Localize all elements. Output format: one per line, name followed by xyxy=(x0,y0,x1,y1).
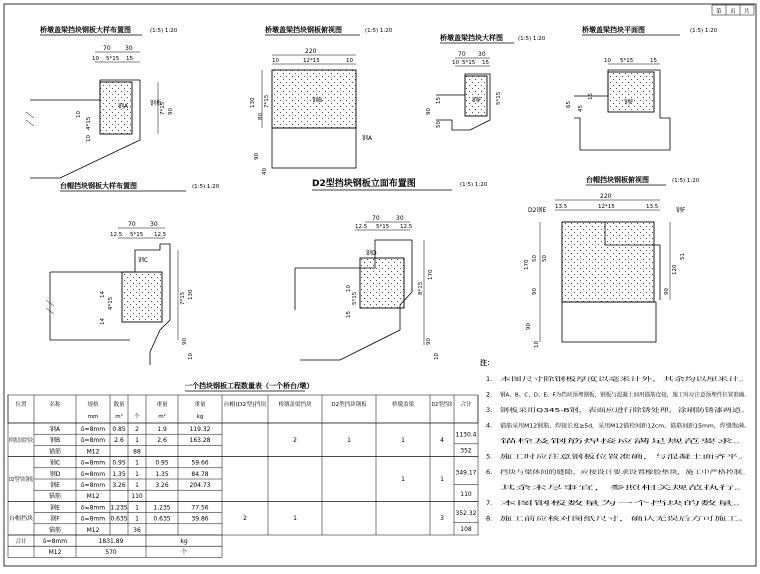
detail-5-right-7x15: 7*15 xyxy=(180,291,186,305)
detail-4-label-f: 钢F xyxy=(624,99,634,106)
table-cell: 钢A xyxy=(49,426,61,433)
detail-1-side-dim-b: 4*15 xyxy=(86,116,92,130)
note-text: 挡块与梁体间的缝隙，应按设计要求设置橡胶垫块，施工中严格控制。 xyxy=(500,470,671,476)
table-header: 位置 xyxy=(15,402,27,408)
detail-5-dim-70: 70 xyxy=(128,221,136,228)
detail-3 xyxy=(426,33,546,130)
table-header: 数量 xyxy=(113,402,125,408)
detail-1-scale: (1:5) 1:20 xyxy=(150,28,178,34)
detail-6-scale: (1:5) 1:20 xyxy=(460,182,488,188)
table-title: 一个挡块钢板工程数量表（一个桥台/墩） xyxy=(185,382,314,390)
table-cell: 3.26 xyxy=(155,482,169,489)
table-cell: 钢C xyxy=(49,459,61,467)
detail-1-right-dim-b: 90 xyxy=(168,108,174,115)
detail-1-side-dim-c: 10 xyxy=(86,135,92,142)
detail-5-dim-5x15: 5*15 xyxy=(130,232,144,238)
table-cell: 119.32 xyxy=(189,426,211,433)
table-subheader: mm xyxy=(87,414,99,420)
detail-6-dim-5x15: 5*15 xyxy=(376,224,390,230)
table-cell: 2.6 xyxy=(157,437,167,445)
sheet-box-3: 共 xyxy=(744,9,750,15)
detail-5 xyxy=(46,181,220,365)
table-subheader: m² xyxy=(158,414,166,420)
detail-2-dim-10a: 10 xyxy=(272,58,279,64)
table-cell: 110 xyxy=(131,493,143,501)
table-count: 2 xyxy=(293,436,297,444)
note-number: 4. xyxy=(486,421,493,430)
detail-6-right-170: 170 xyxy=(428,269,434,280)
detail-7 xyxy=(524,175,700,348)
table-cell: 锚筋 xyxy=(48,526,62,534)
detail-6-side-5x15: 5*15 xyxy=(352,291,358,305)
table-cell: 84.78 xyxy=(191,470,209,478)
detail-2-title: 桥墩盖梁挡块钢板俯视图 xyxy=(265,26,342,34)
detail-2-dim-220: 220 xyxy=(305,48,317,55)
sheet-box-2: 页 xyxy=(730,9,736,15)
table-summary-name: 合计 xyxy=(15,539,27,545)
note-text: 本图尺寸除钢板厚度以毫米计外，其余均以厘米计。 xyxy=(500,377,627,383)
detail-3-right-5x15: 5*15 xyxy=(496,91,502,105)
detail-2-label-b: 钢B xyxy=(312,97,323,104)
detail-6-dim-12-5b: 12.5 xyxy=(400,224,413,230)
table-cell: M12 xyxy=(86,526,100,534)
detail-3-dim-70: 70 xyxy=(458,51,466,58)
note-text: 本图钢板数量为一个挡块的数量。 xyxy=(500,501,583,507)
note-number: 5. xyxy=(486,452,493,461)
note-text: 锚筋采用M12钢筋，焊接长度≥5d，采用M12锚栓间距12cm，锚筋间距15mm，焊缝饱满。 xyxy=(500,423,728,430)
table-summary-value: 570 xyxy=(105,549,117,557)
table-total: 352 xyxy=(460,447,472,455)
table-header: 台帽(D2型)挡块 xyxy=(223,402,264,408)
detail-6-dim-12-5a: 12.5 xyxy=(355,224,368,230)
detail-7-right-120: 120 xyxy=(672,264,678,275)
detail-2-dim-10b: 10 xyxy=(346,58,353,64)
detail-1-dim-30: 30 xyxy=(125,45,133,52)
detail-6-right-90: 90 xyxy=(426,338,432,345)
detail-6-title: D2型挡块钢板立面布置图 xyxy=(312,179,416,189)
table-summary-spec: δ=8mm xyxy=(42,538,68,545)
detail-1-dim-15: 15 xyxy=(126,56,133,62)
table-cell: δ=8mm xyxy=(80,437,106,445)
table-cell: 2 xyxy=(135,426,139,433)
detail-7-dim-13-5a: 13.5 xyxy=(555,204,568,210)
detail-7-label-f: 钢F xyxy=(676,207,686,214)
table-total: 352.32 xyxy=(455,509,477,517)
detail-2-low-40: 40 xyxy=(262,168,268,175)
detail-4-dim-10: 10 xyxy=(604,58,611,64)
table-cell: 204.73 xyxy=(189,482,211,489)
detail-6-right-8x15: 8*15 xyxy=(418,281,424,295)
note-number: 8. xyxy=(486,514,493,523)
detail-3-side-50: 50 xyxy=(436,121,442,128)
table-summary-value: 1831.89 xyxy=(98,538,124,545)
table-header: 重量 xyxy=(194,402,206,408)
detail-7-side-90b: 90 xyxy=(526,323,532,330)
detail-4-side-45: 45 xyxy=(578,105,584,112)
notes-title: 注： xyxy=(480,359,494,367)
detail-2-side-130: 130 xyxy=(250,97,256,108)
note-text: 钢板采用Q345-B钢，表面应进行除锈处理，涂刷防锈漆两道。 xyxy=(500,408,653,414)
detail-2-side-80: 80 xyxy=(258,113,264,120)
table-cell: δ=8mm xyxy=(80,459,106,467)
detail-5-side-14b: 14 xyxy=(100,318,106,325)
table-cell: δ=8mm xyxy=(80,504,106,512)
detail-1-title: 桥墩盖梁挡块钢板大样布置图 xyxy=(40,26,131,34)
detail-7-side-50a: 50 xyxy=(532,255,538,262)
table-cell: 1.235 xyxy=(153,504,171,512)
detail-4-side-65: 65 xyxy=(566,101,572,108)
detail-5-dim-12-5a: 12.5 xyxy=(110,232,123,238)
detail-3-title: 桥墩盖梁挡块大样图 xyxy=(440,34,503,42)
table-header: D2型挡块 xyxy=(431,402,456,408)
detail-5-dim-12-5b: 12.5 xyxy=(154,232,167,238)
detail-1-label-b: 钢板 xyxy=(150,100,163,107)
table-cell: 1.9 xyxy=(157,426,167,433)
detail-7-side-50b: 50 xyxy=(542,255,548,262)
quantity-table xyxy=(8,381,478,557)
table-summary-unit: 个 xyxy=(180,549,188,557)
detail-7-side-90a: 90 xyxy=(532,288,538,295)
detail-7-right-90: 90 xyxy=(664,288,670,295)
note-number: 6. xyxy=(486,468,493,476)
detail-5-title: 台帽挡块钢板大样布置图 xyxy=(60,182,137,190)
detail-6-side-15: 15 xyxy=(346,311,352,318)
table-cell: 1 xyxy=(135,470,139,478)
table-total: 110 xyxy=(460,491,472,499)
detail-1-side-dim-a: 10 xyxy=(76,111,82,118)
detail-4-title: 桥墩盖梁挡块平面图 xyxy=(582,26,645,34)
note-number: 7. xyxy=(486,499,493,507)
detail-4-dim-5x15: 5*15 xyxy=(620,58,634,64)
detail-1 xyxy=(26,25,178,178)
table-cell: δ=8mm xyxy=(80,482,106,489)
table-cell: 钢D xyxy=(49,470,61,478)
detail-2 xyxy=(250,25,393,175)
table-cell: 0.635 xyxy=(153,515,171,523)
detail-2-label-a: 钢A xyxy=(362,135,373,142)
table-summary-unit: kg xyxy=(180,538,188,545)
detail-5-dim-30: 30 xyxy=(150,221,158,228)
detail-1-dim-5x15: 5*15 xyxy=(106,56,120,62)
notes xyxy=(480,358,750,523)
detail-7-dim-12x15: 12*15 xyxy=(598,204,615,210)
table-group-name: D2型挡块钢板 xyxy=(9,477,45,483)
table-total: 1130.4 xyxy=(455,431,477,439)
detail-7-dim-13-5b: 13.5 xyxy=(646,204,659,210)
table-cell: 1.235 xyxy=(110,504,128,512)
table-count: 1 xyxy=(401,436,405,444)
table-subheader: m² xyxy=(115,414,123,420)
note-text: 施工时应注意钢板位置准确，与混凝土面齐平。 xyxy=(500,454,616,461)
note-text: 其余未尽事宜，参照相关规范执行。 xyxy=(500,485,589,492)
detail-3-side-15: 15 xyxy=(436,97,442,104)
table-cell: δ=8mm xyxy=(80,470,106,478)
detail-4 xyxy=(566,25,718,150)
table-subheader: kg xyxy=(196,414,204,420)
table-cell: 钢E xyxy=(50,482,60,489)
table-cell: δ=8mm xyxy=(80,426,106,433)
note-number: 2. xyxy=(486,390,493,399)
detail-3-side-90: 90 xyxy=(426,108,432,115)
detail-7-side-170: 170 xyxy=(524,259,530,270)
table-group-name: 桥墩盖梁挡块 xyxy=(9,437,43,444)
table-cell: 2.6 xyxy=(114,437,124,445)
detail-5-scale: (1:5) 1:20 xyxy=(192,184,220,190)
table-header: 桥墩盖梁 xyxy=(391,402,415,408)
table-group-name: 台帽挡块 xyxy=(9,516,32,523)
detail-6-side-10: 10 xyxy=(346,285,352,292)
detail-2-dim-12x15: 12*15 xyxy=(303,58,320,64)
table-cell: 锚筋 xyxy=(48,448,62,456)
table-header: 合计 xyxy=(460,402,472,408)
detail-6-dim-70: 70 xyxy=(372,215,380,222)
detail-3-dim-5x15: 5*15 xyxy=(462,60,476,66)
table-cell: 0.85 xyxy=(112,426,126,433)
table-total: 349.17 xyxy=(455,469,477,477)
sheet-box-1: 第 xyxy=(716,9,722,15)
table-cell: 59.66 xyxy=(191,459,209,467)
table-count: 2 xyxy=(243,515,247,523)
detail-2-scale: (1:5) 1:20 xyxy=(365,28,393,34)
note-number: 3. xyxy=(486,406,493,414)
table-cell: 钢F xyxy=(50,515,60,523)
table-cell: 1 xyxy=(135,515,139,523)
detail-5-side-14a: 14 xyxy=(100,291,106,298)
table-header: 桥墩盖梁挡块 xyxy=(278,402,312,408)
detail-3-label-f: 钢F xyxy=(472,97,482,104)
table-cell: 钢B xyxy=(49,437,61,445)
table-cell: 0.635 xyxy=(110,515,128,523)
table-cell: M12 xyxy=(86,448,100,456)
detail-7-dim-220: 220 xyxy=(600,193,612,200)
detail-4-scale: (1:5) 1:20 xyxy=(690,28,718,34)
table-total: 108 xyxy=(460,525,472,533)
detail-6-label-d: 钢D xyxy=(366,250,377,257)
note-text: 钢A、B、C、D、E、F为挡块预埋钢板，钢板与混凝土间用锚筋连接，施工时应注意预埋件位置准确。 xyxy=(500,392,748,399)
table-cell: 88 xyxy=(133,448,141,456)
detail-7-right-51: 51 xyxy=(680,253,686,260)
table-header: 名称 xyxy=(49,402,61,408)
detail-5-side-4x15: 4*15 xyxy=(108,296,114,310)
table-cell: 0.95 xyxy=(112,459,126,467)
table-cell: 77.56 xyxy=(191,504,209,512)
detail-3-dim-15: 15 xyxy=(482,60,489,66)
table-cell: 1 xyxy=(135,437,139,445)
table-cell: 1.35 xyxy=(112,470,126,478)
table-summary-spec: M12 xyxy=(48,549,62,557)
detail-2-side-7x15: 7*15 xyxy=(264,94,270,108)
detail-3-dim-30: 30 xyxy=(478,51,486,58)
detail-7-scale: (1:5) 1:20 xyxy=(672,178,700,184)
detail-5-label-c: 钢C xyxy=(138,257,149,264)
table-cell: 钢E xyxy=(50,504,60,512)
note-text: 锚栓及钢筋焊接应满足规范要求。 xyxy=(500,439,583,445)
table-header: D2型挡块钢板 xyxy=(331,402,367,408)
table-cell: 163.28 xyxy=(189,437,211,445)
detail-2-low-90: 90 xyxy=(254,153,260,160)
sheet-number-box xyxy=(712,5,754,15)
detail-1-dim-70: 70 xyxy=(103,45,111,52)
table-count: 1 xyxy=(440,476,444,483)
table-cell: 3.26 xyxy=(112,482,126,489)
note-number: 1. xyxy=(486,375,493,383)
table-cell: 1 xyxy=(135,459,139,467)
detail-6-right-10: 10 xyxy=(434,353,440,360)
table-cell: 1.35 xyxy=(155,470,169,478)
table-count: 3 xyxy=(440,515,444,523)
detail-6 xyxy=(295,177,488,360)
table-header: 规格 xyxy=(87,402,99,408)
detail-3-scale: (1:5) 1:20 xyxy=(518,36,546,42)
table-cell: 0.95 xyxy=(155,459,169,467)
table-subheader: 个 xyxy=(134,414,140,420)
detail-4-side-15: 15 xyxy=(588,93,594,100)
table-header: 重量 xyxy=(156,402,168,408)
detail-7-side-10: 10 xyxy=(534,341,540,348)
table-cell: 1 xyxy=(135,482,139,489)
detail-5-right-10: 10 xyxy=(188,353,194,360)
detail-1-label-a: 钢A xyxy=(118,103,129,110)
detail-1-right-dim-a: 7*15 xyxy=(160,101,166,115)
table-count: 4 xyxy=(440,436,444,444)
detail-3-dim-10: 10 xyxy=(452,60,459,66)
table-count: 1 xyxy=(401,476,405,483)
table-cell: M12 xyxy=(86,493,100,501)
detail-7-label-d2e: D2钢E xyxy=(528,207,547,214)
detail-6-dim-30: 30 xyxy=(396,215,404,222)
detail-4-dim-15: 15 xyxy=(650,58,657,64)
table-cell: δ=8mm xyxy=(80,515,106,523)
table-count: 1 xyxy=(293,515,297,523)
detail-5-right-90: 90 xyxy=(182,338,188,345)
table-count: 1 xyxy=(347,436,351,444)
table-cell: 锚筋 xyxy=(48,493,62,501)
note-text: 施工前应核对图纸尺寸，确认无误后方可施工。 xyxy=(500,516,616,523)
table-cell: 39.86 xyxy=(191,515,209,523)
table-cell: 36 xyxy=(133,526,141,534)
detail-5-right-130: 130 xyxy=(188,289,194,300)
detail-7-title: 台帽挡块钢板俯视图 xyxy=(586,176,649,184)
detail-1-dim-10: 10 xyxy=(92,56,99,62)
table-cell: 1 xyxy=(135,504,139,512)
